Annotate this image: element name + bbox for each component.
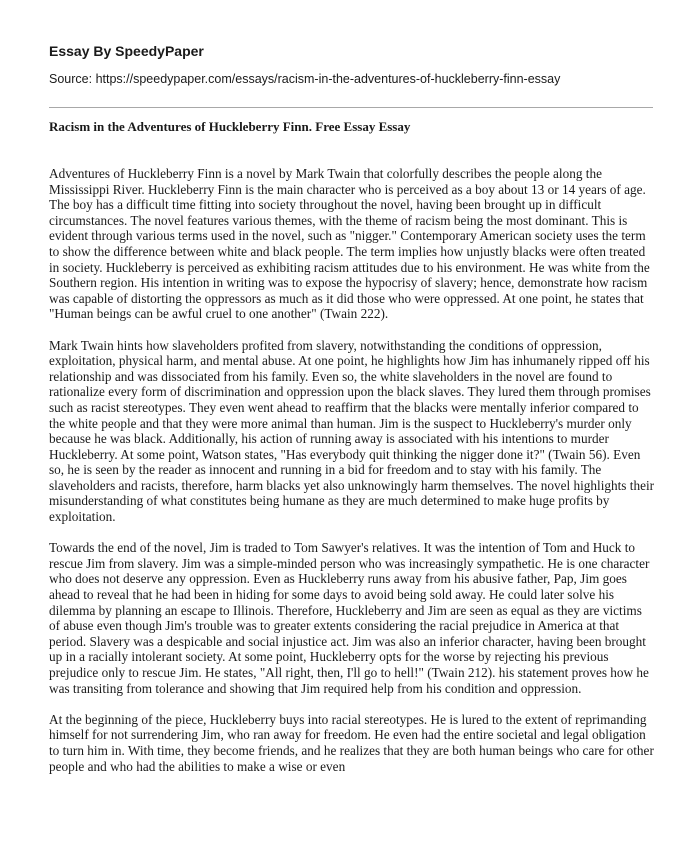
header-divider <box>49 107 653 108</box>
source-line <box>49 72 659 86</box>
brand-title: Essay By SpeedyPaper <box>49 43 204 59</box>
source-url: https://speedypaper.com/essays/racism-in-the-adventures-of-huckleberry-finn-essay <box>95 72 561 86</box>
source-label: Source: <box>49 72 93 86</box>
paragraph-3: Towards the end of the novel, Jim is traded to Tom Sawyer's relatives. It was the intention of Tom and Huck to rescue Jim from slavery. Jim was a simple-minded person who was increasingly sympathetic. He is one character who does not deserve any oppression. Even as Huckleberry runs away from his abusive father, Pap, Jim goes ahead to reveal that he had been in hiding for some days to avoid being sold away. He could later solve his dilemma by planning an escape to Illinois. Therefore, Huckleberry and Jim are seen as equal as they are victims of abuse even though Jim's trouble was to greater extents considering the racial prejudice in America at that period. Slavery was a despicable and social injustice act. Jim was also an inferior character, having been brought up in a racially intolerant society. At some point, Huckleberry opts for the worse by rejecting his previous prejudice only to rescue Jim. He states, "All right, then, I'll go to hell!" (Twain 212). his statement proves how he was transiting from tolerance and showing that Jim required help from his condition and oppression. <box>49 540 650 696</box>
paragraph-4: At the beginning of the piece, Huckleberry buys into racial stereotypes. He is lured to the extent of reprimanding himself for not surrendering Jim, who ran away for freedom. He even had the entire societal and legal obligation to turn him in. With time, they become friends, and he realizes that they are both human beings who care for other people and who had the abilities to make a wise or even <box>49 711 654 774</box>
essay-title: Racism in the Adventures of Huckleberry Finn. Free Essay Essay <box>49 119 411 134</box>
paragraph-1: Adventures of Huckleberry Finn is a novel by Mark Twain that colorfully describes the people along the Mississippi River. Huckleberry Finn is the main character who is perceived as a boy about 13 or 14 years of age. The boy has a difficult time fitting into society throughout the novel, having been brought up in difficult circumstances. The novel features various themes, with the theme of racism being the most dominant. This is evident through various terms used in the novel, such as "nigger." Contemporary American society uses the term to show the difference between white and black people. The term implies how unjustly blacks were often treated in society. Huckleberry is perceived as exhibiting racism attitudes due to his environment. He was white from the Southern region. His intention in writing was to expose the hypocrisy of slavery; hence, demonstrate how racism was capable of distorting the oppressors as much as it did those who were oppressed. At one point, he states that "Human beings can be awful cruel to one another" (Twain 222). <box>49 166 650 322</box>
paragraph-2: Mark Twain hints how slaveholders profited from slavery, notwithstanding the conditions of oppression, exploitation, physical harm, and mental abuse. At one point, he highlights how Jim has inhumanely ripped off his relationship and was dissociated from his family. Even so, the white slaveholders in the novel are found to rationalize every form of discrimination and oppression upon the black slaves. They lured them through promises such as racist stereotypes. They even went ahead to reaffirm that the blacks were mentally inferior compared to the white people and that they were more animal than human. Jim is the suspect to Huckleberry's murder only because he was black. Additionally, his action of running away is associated with his intentions to murder Huckleberry. At some point, Watson states, "Has everybody quit thinking the nigger done it?" (Twain 56). Even so, he is seen by the reader as innocent and running in a bid for freedom and to stay with his family. The slaveholders and racists, therefore, harm blacks yet also unknowingly harm themselves. The novel highlights their misunderstanding of what constitutes being humane as they are much determined to make huge profits by exploitation. <box>49 337 655 525</box>
essay-body <box>49 166 655 790</box>
